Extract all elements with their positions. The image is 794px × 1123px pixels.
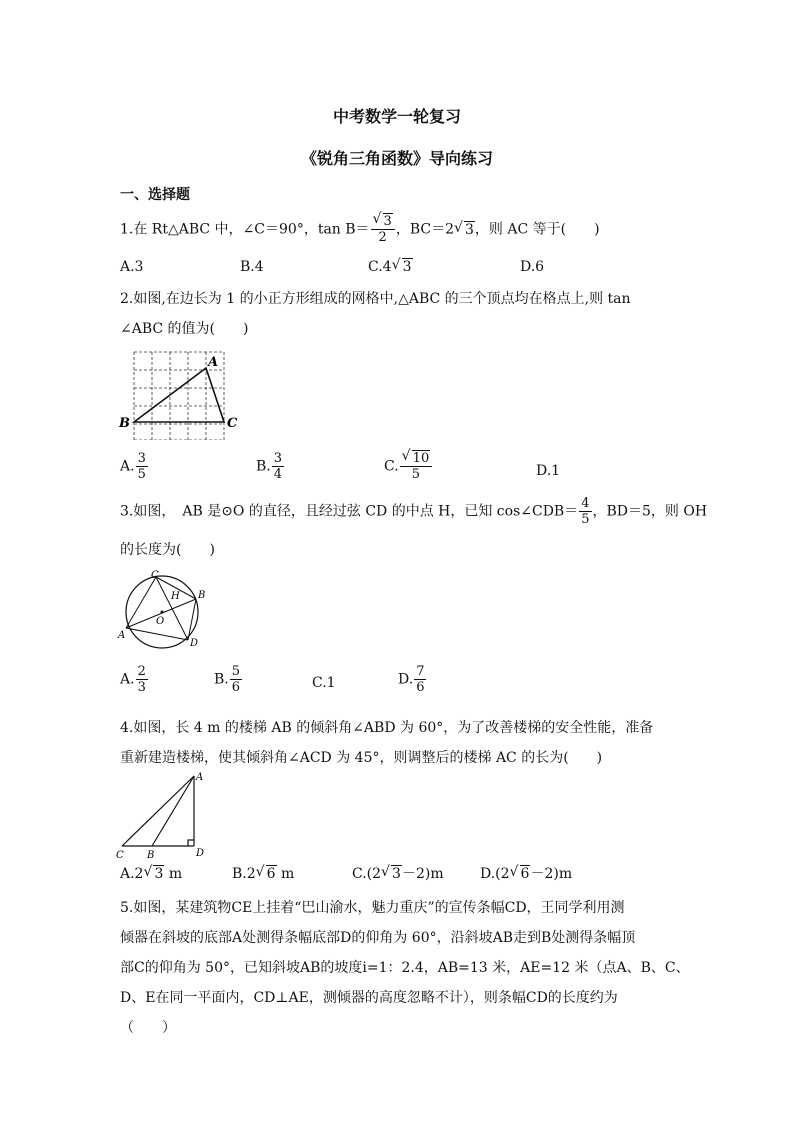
question-1: 1.在 Rt△ABC 中，∠C＝90°，tan B＝ √ $\frac{3}{2}$ ，BC＝2√ 3，则 AC 等于( ) — [120, 214, 600, 245]
label-o: O — [156, 616, 165, 627]
q4-option-c: C.(2√ 3－2)m — [352, 864, 444, 884]
question-5-line4: D、E在同一平面内，CD⊥AE，测倾器的高度忽略不计），则条幅CD的长度约为 — [120, 990, 618, 1006]
q4-option-b: B.2√ 6 m — [232, 864, 294, 884]
q1-option-c: C.4√ 3 — [368, 257, 413, 277]
label-d: D — [190, 638, 199, 649]
label-b: B — [198, 590, 206, 601]
q2-option-c: C. √ $\frac{10}{5}$ — [384, 451, 433, 482]
label-b: B — [147, 850, 155, 860]
q2-option-b: B. $\frac{3}{4}$ — [256, 451, 283, 482]
label-h: H — [171, 591, 180, 602]
q4-option-d: D.(2√ 6－2)m — [480, 864, 572, 884]
section-heading: 一、选择题 — [120, 187, 190, 203]
page-title: 中考数学一轮复习 — [332, 107, 461, 126]
label-b: B — [119, 416, 130, 431]
q1-option-d: D.6 — [520, 259, 545, 275]
label-c: C — [227, 416, 238, 431]
question-5-line2: 倾器在斜坡的底部A处测得条幅底部D的仰角为 60°，沿斜坡AB走到B处测得条幅顶 — [120, 930, 636, 946]
q1-option-b: B.4 — [240, 259, 264, 275]
q2-option-d: D.1 — [536, 463, 561, 479]
label-a: A — [118, 630, 126, 641]
q3-option-c: C.1 — [312, 675, 336, 691]
q4-option-a: A.2√ 3 m — [120, 864, 182, 884]
label-c: C — [151, 570, 159, 581]
label-a: A — [196, 772, 204, 783]
question-5-line1: 5.如图，某建筑物CE上挂着“巴山渝水，魅力重庆”的宣传条幅CD，王同学利用测 — [120, 900, 625, 916]
question-4-line1: 4.如图，长 4 m 的楼梯 AB 的倾斜角∠ABD 为 60°，为了改善楼梯的安全性能，准备 — [120, 720, 654, 736]
label-d: D — [196, 848, 205, 859]
question-2-line2: ∠ABC 的值为( ) — [120, 321, 249, 337]
question-3-line2: 的长度为( ) — [120, 542, 215, 558]
question-5-line5: （ ） — [120, 1020, 176, 1036]
question-5-line3: 部C的仰角为 50°，已知斜坡AB的坡度i=1：2.4，AB=13 米，AE=12 米（点A、B、C、 — [120, 960, 690, 976]
q3-option-d: D. $\frac{7}{6}$ — [398, 664, 425, 695]
label-c: C — [116, 850, 124, 860]
grid-triangle-figure — [118, 348, 244, 440]
question-4-line2: 重新建造楼梯，使其倾斜角∠ACD 为 45°，则调整后的楼梯 AC 的长为( ) — [120, 750, 603, 766]
question-2-line1: 2.如图,在边长为 1 的小正方形组成的网格中,△ABC 的三个顶点均在格点上,则 tan — [120, 291, 631, 307]
stairs-figure — [114, 770, 214, 860]
circle-figure — [116, 568, 212, 650]
question-3-line1: 3.如图， AB 是⊙O 的直径，且经过弦 CD 的中点 H，已知 cos∠CDB＝ $\frac{4}{5}$ ，BD＝5，则 OH — [120, 496, 708, 527]
q3-option-b: B. $\frac{5}{6}$ — [214, 664, 241, 695]
q2-option-a: A. $\frac{3}{5}$ — [120, 451, 146, 482]
q1-option-a: A.3 — [120, 259, 144, 275]
page-subtitle: 《锐角三角函数》导向练习 — [300, 149, 493, 168]
q3-option-a: A. $\frac{2}{3}$ — [120, 664, 146, 695]
label-a: A — [208, 355, 219, 370]
